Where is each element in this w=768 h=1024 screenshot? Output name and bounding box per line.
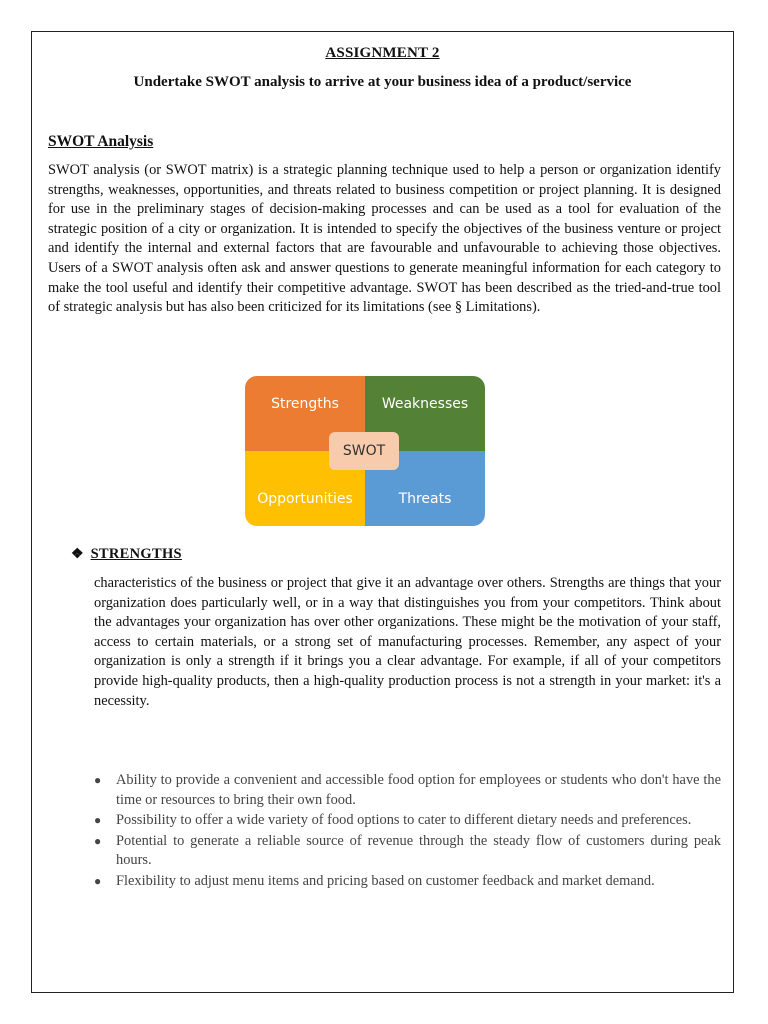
swot-center-label: SWOT [329, 432, 399, 470]
assignment-title: ASSIGNMENT 2 [325, 45, 440, 61]
swot-analysis-heading: SWOT Analysis [48, 133, 154, 150]
list-item-text: Potential to generate a reliable source of revenue through the steady flow of customers during peak hours. [116, 832, 721, 869]
list-item [94, 832, 721, 872]
strengths-bullet-list [94, 771, 721, 892]
strengths-heading-label: STRENGTHS [90, 546, 182, 562]
list-item [94, 811, 721, 831]
list-item [94, 872, 721, 892]
swot-threats-quadrant: Threats [365, 451, 485, 526]
swot-diagram [245, 376, 485, 526]
bullet-dot-icon: ● [94, 833, 102, 848]
strengths-paragraph: characteristics of the business or project that give it an advantage over others. Strengths are things that your organization does particularly well, or in a way that distinguishes you from your competitors. Think about the advantages your organization has over other organizations. These might be the motivation of your staff, access to certain materials, or a strong set of manufacturing processes. Remember, any aspect of your organization is only a strength if it brings you a clear advantage. For example, if all of your competitors provide high-quality products, then a high-quality production process is not a strength in your market: it's a necessity. [94, 575, 721, 709]
document-page [31, 31, 734, 993]
diamond-bullet-icon: ❖ [71, 547, 84, 562]
swot-weaknesses-quadrant: Weaknesses [365, 376, 485, 451]
list-item-text: Flexibility to adjust menu items and pricing based on customer feedback and market demand. [116, 872, 655, 889]
list-item-text: Possibility to offer a wide variety of food options to cater to different dietary needs and preferences. [116, 812, 692, 829]
bullet-dot-icon: ● [94, 873, 102, 888]
bullet-dot-icon: ● [94, 773, 102, 787]
swot-intro-paragraph: SWOT analysis (or SWOT matrix) is a strategic planning technique used to help a person or organization identify strengths, weaknesses, opportunities, and threats related to business competition or project planning. It is designed for use in the preliminary stages of decision-making processes and can be used as a tool for evaluation of the strategic position of a city or organization. It is intended to specify the objectives of the business venture or project and identify the internal and external factors that are favourable and unfavourable to achieving those objectives. Users of a SWOT analysis often ask and answer questions to generate meaningful information for each category to make the tool useful and identify their competitive advantage. SWOT has been described as the tried-and-true tool of strategic analysis but has also been criticized for its limitations (see § Limitations). [48, 162, 721, 316]
bullet-dot-icon: ● [94, 813, 102, 828]
strengths-heading [71, 546, 182, 563]
swot-strengths-quadrant: Strengths [245, 376, 365, 451]
swot-opportunities-quadrant: Opportunities [245, 451, 365, 526]
assignment-subtitle: Undertake SWOT analysis to arrive at your business idea of a product/service [133, 74, 632, 90]
list-item [94, 771, 721, 811]
list-item-text: Ability to provide a convenient and accessible food option for employees or students who don't have the time or resources to bring their own food. [116, 772, 721, 808]
